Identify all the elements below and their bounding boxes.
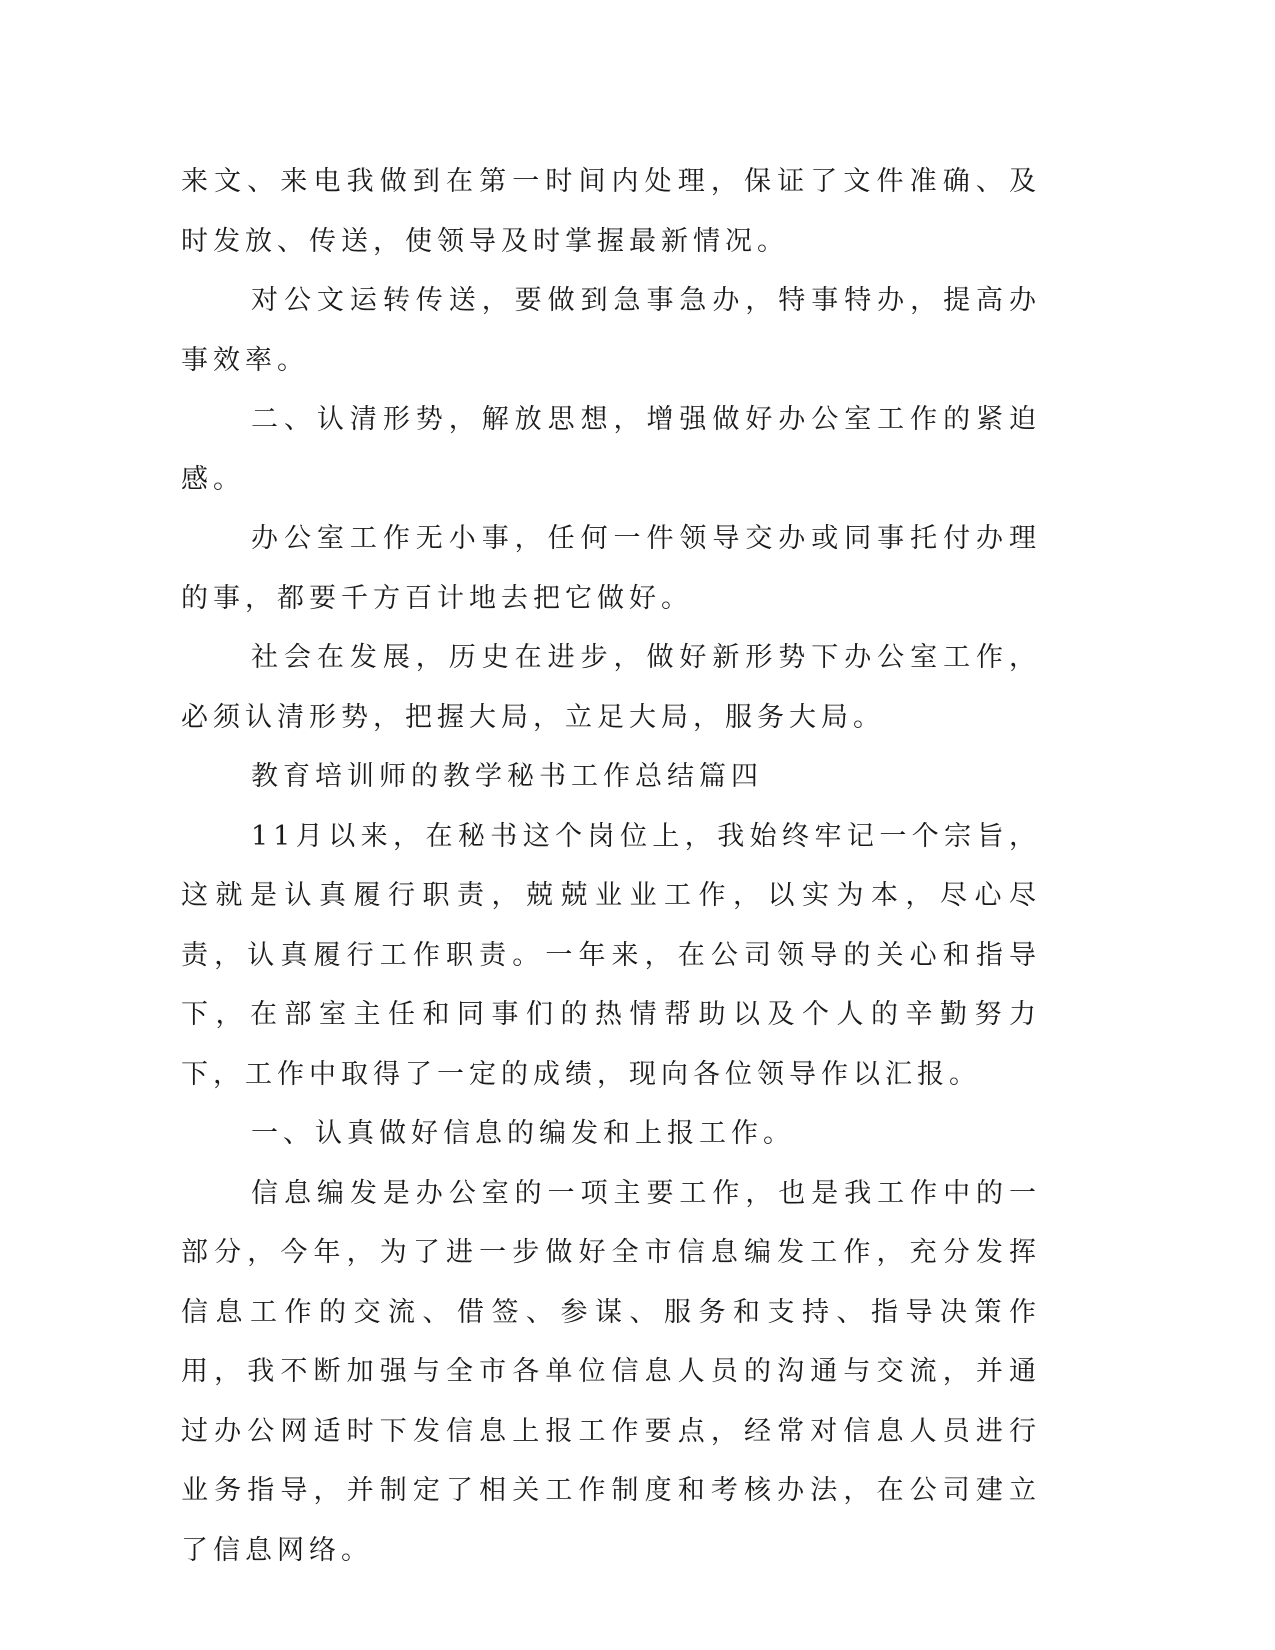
paragraph: 办公室工作无小事，任何一件领导交办或同事托付办理的事，都要千方百计地去把它做好。: [181, 523, 1041, 614]
paragraph-continued: 来文、来电我做到在第一时间内处理，保证了文件准确、及时发放、传送，使领导及时掌握最新情况。: [181, 166, 1041, 257]
paragraph: 11月以来，在秘书这个岗位上，我始终牢记一个宗旨，这就是认真履行职责，兢兢业业工作，以实为本，尽心尽责，认真履行工作职责。一年来，在公司领导的关心和指导下，在部室主任和同事们的热情帮助以及个人的辛勤努力下，工作中取得了一定的成绩，现向各位领导作以汇报。: [181, 820, 1041, 1090]
section-heading: 二、认清形势，解放思想，增强做好办公室工作的紧迫感。: [181, 404, 1041, 495]
paragraph: 对公文运转传送，要做到急事急办，特事特办，提高办事效率。: [181, 285, 1041, 376]
article-title: 教育培训师的教学秘书工作总结篇四: [251, 761, 763, 792]
document-body: [181, 152, 1041, 1580]
paragraph: 社会在发展，历史在进步，做好新形势下办公室工作，必须认清形势，把握大局，立足大局，服务大局。: [181, 642, 1041, 733]
paragraph: 信息编发是办公室的一项主要工作，也是我工作中的一部分，今年，为了进一步做好全市信息编发工作，充分发挥信息工作的交流、借签、参谋、服务和支持、指导决策作用，我不断加强与全市各单位信息人员的沟通与交流，并通过办公网适时下发信息上报工作要点，经常对信息人员进行业务指导，并制定了相关工作制度和考核办法，在公司建立了信息网络。: [181, 1177, 1041, 1566]
section-heading: 一、认真做好信息的编发和上报工作。: [251, 1118, 795, 1149]
